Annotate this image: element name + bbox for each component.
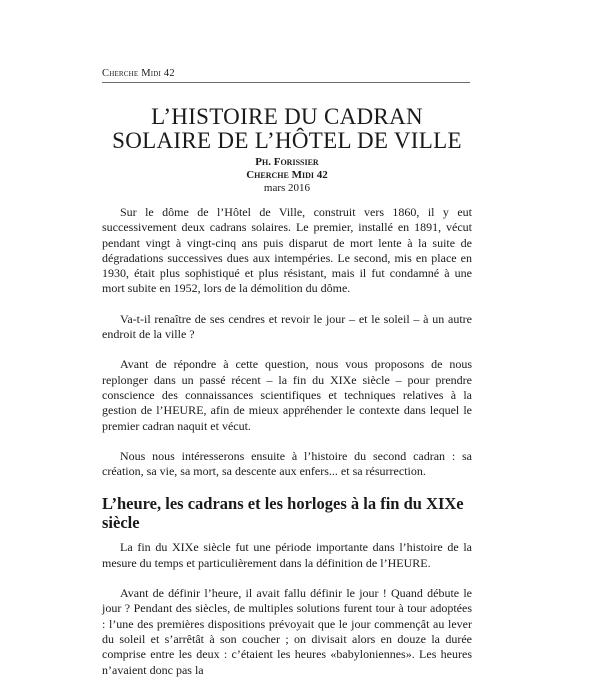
document-title: [102, 105, 472, 153]
publication-date: mars 2016: [263, 182, 311, 194]
paragraph: La fin du XIXe siècle fut une période importante dans l’histoire de la mesure du temps et particulièrement dans la définition de l’HEURE.: [102, 540, 472, 570]
paragraph: Nous nous intéresserons ensuite à l’histoire du second cadran : sa création, sa vie, sa mort, sa descente aux enfers... et sa résurrection.: [102, 448, 472, 479]
paragraph: Avant de définir l’heure, il avait fallu définir le jour ! Quand débute le jour ? Pendant des siècles, de multiples solutions furent tour à tour adoptées : l’une des premières dispositions prévoyait que le jour commençât au lever du soleil et s’arrêtât à son coucher ; on divisait alors en douze la durée comprise entre les deux : c’étaient les heures «babyloniennes». Les heures n’avaient donc pas la: [102, 586, 472, 677]
document-body: [102, 205, 472, 693]
title-line-2: SOLAIRE DE L’HÔTEL DE VILLE: [112, 128, 462, 153]
author-name: Ph. Forissier: [255, 156, 319, 168]
paragraph: Sur le dôme de l’Hôtel de Ville, construit vers 1860, il y eut successivement deux cadrans solaires. Le premier, installé en 1891, vécut pendant vingt à vingt-cinq ans puis disparut de mort lente à la suite de dégradations successives dues aux intempéries. Le second, mis en place en 1930, était plus sophistiqué et plus résistant, mais il fut condamné à une mort subite en 1952, lors de la démolition du dôme.: [102, 205, 472, 296]
paragraph: Avant de répondre à cette question, nous vous proposons de nous replonger dans un passé récent – la fin du XIXe siècle – pour prendre conscience des connaissances scientifiques et techniques relatives à la gestion de l’HEURE, afin de mieux appréhender le contexte dans lequel le premier cadran naquit et vécut.: [102, 357, 472, 433]
title-line-1: L’HISTOIRE DU CADRAN: [151, 104, 423, 129]
paragraph: Va-t-il renaître de ses cendres et revoir le jour – et le soleil – à un autre endroit de la ville ?: [102, 311, 472, 342]
running-head: Cherche Midi 42: [102, 68, 470, 83]
publication-name: Cherche Midi 42: [246, 169, 328, 181]
byline: [102, 156, 472, 194]
section-heading: L’heure, les cadrans et les horloges à la fin du XIXe siècle: [102, 494, 464, 533]
